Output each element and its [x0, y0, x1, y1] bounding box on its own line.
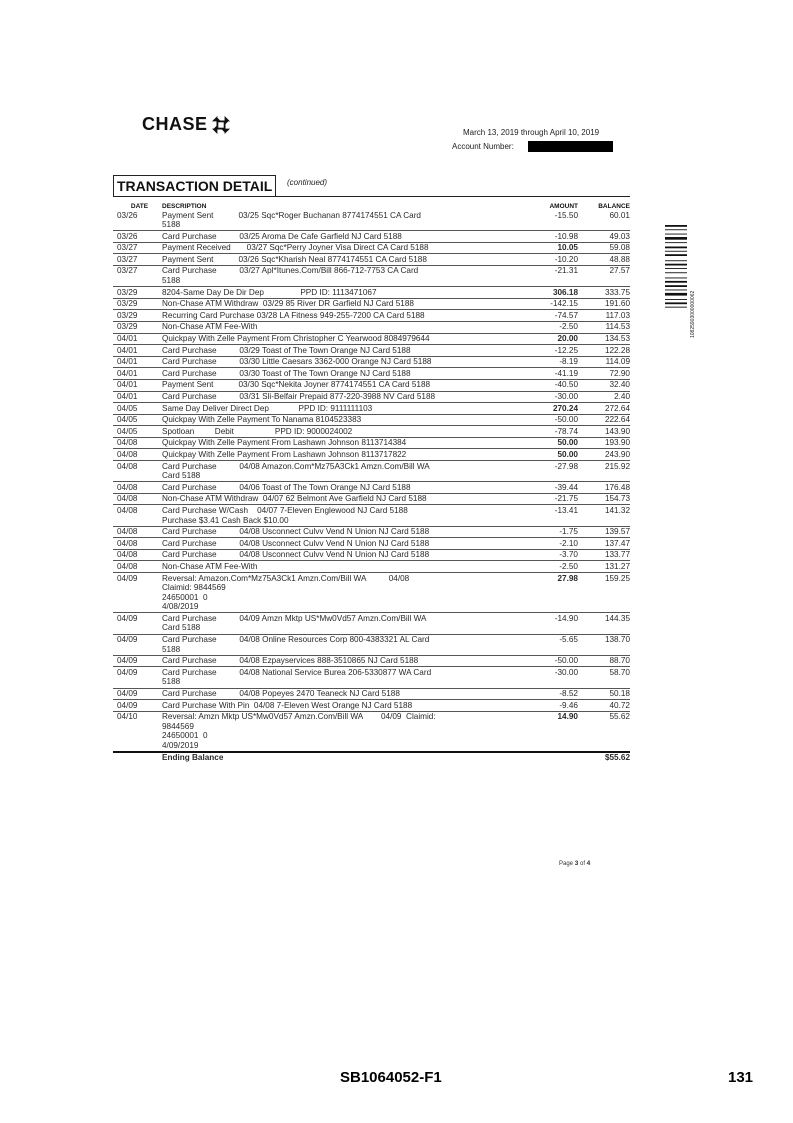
transaction-date: 03/29	[117, 310, 138, 320]
transaction-description: Non-Chase ATM Fee-With	[162, 322, 258, 332]
ending-balance-value: $55.62	[604, 753, 630, 763]
transaction-amount: 14.90	[557, 712, 578, 722]
transaction-balance: 88.70	[609, 656, 630, 666]
transaction-description: Card Purchase 03/30 Toast of The Town Orange NJ Card 5188	[162, 368, 411, 378]
table-row	[113, 526, 630, 538]
transaction-amount: -10.20	[554, 254, 578, 264]
table-row	[113, 230, 630, 242]
transaction-amount: -30.00	[554, 667, 578, 677]
barcode-text: 10825903000000062	[690, 290, 696, 338]
barcode-bar	[665, 234, 687, 235]
transaction-date: 04/08	[117, 461, 138, 471]
transaction-balance: 138.70	[604, 635, 630, 645]
ending-balance-label: Ending Balance	[162, 753, 224, 763]
transaction-balance: 40.72	[609, 700, 630, 710]
transaction-balance: 122.28	[604, 345, 630, 355]
table-row	[113, 699, 630, 711]
transaction-description: 8204-Same Day De Dir Dep PPD ID: 1113471067	[162, 287, 377, 297]
account-number-label: Account Number:	[452, 142, 514, 151]
page-number	[559, 860, 590, 867]
transaction-balance: 143.90	[604, 426, 630, 436]
transaction-amount: -12.25	[554, 345, 578, 355]
table-row	[113, 425, 630, 437]
table-row	[113, 414, 630, 426]
transaction-date: 04/08	[117, 561, 138, 571]
account-number-row	[452, 141, 613, 152]
transaction-amount: -142.15	[550, 299, 578, 309]
chase-octagon-icon	[212, 116, 230, 134]
transaction-balance: 114.09	[605, 357, 630, 367]
table-row	[113, 481, 630, 493]
table-header	[113, 201, 630, 210]
header-amount: AMOUNT	[549, 203, 578, 210]
transaction-description: Non-Chase ATM Withdraw 03/29 85 River DR Garfield NJ Card 5188	[162, 299, 414, 309]
transaction-amount: -21.75	[554, 494, 578, 504]
transaction-description: Quickpay With Zelle Payment From Lashawn Johnson 8113714384	[162, 438, 407, 448]
table-row	[113, 448, 630, 460]
continued-label: (continued)	[287, 178, 328, 187]
transaction-description: Payment Sent 03/26 Sqc*Kharish Neal 8774174551 CA Card 5188	[162, 254, 427, 264]
barcode-bar	[665, 293, 687, 296]
transaction-description: Card Purchase 04/08 National Service Burea 206-5330877 WA Card 5188	[162, 667, 432, 687]
transaction-description: Card Purchase 04/08 Online Resources Corp 800-4383321 AL Card 5188	[162, 635, 430, 654]
table-row	[113, 309, 630, 321]
transaction-balance: 176.48	[604, 482, 630, 492]
transaction-date: 04/09	[117, 700, 138, 710]
transaction-date: 04/08	[117, 482, 138, 492]
table-row	[113, 711, 630, 751]
table-row	[113, 572, 630, 612]
transaction-balance: 48.88	[609, 254, 630, 264]
transaction-description: Card Purchase 04/06 Toast of The Town Orange NJ Card 5188	[162, 482, 411, 492]
transaction-balance: 333.75	[604, 287, 630, 297]
table-row	[113, 253, 630, 265]
table-row	[113, 688, 630, 700]
table-row	[113, 549, 630, 561]
transaction-balance: 144.35	[604, 613, 630, 623]
section-rule	[113, 196, 630, 197]
table-row	[113, 356, 630, 368]
transaction-date: 03/26	[117, 210, 138, 220]
transaction-balance: 159.25	[604, 573, 630, 583]
transaction-description: Card Purchase 04/08 Amazon.Com*Mz75A3Ck1 Amzn.Com/Bill WA Card 5188	[162, 461, 430, 481]
transaction-amount: 306.18	[552, 287, 578, 297]
table-row	[113, 537, 630, 549]
transaction-amount: 50.00	[557, 449, 578, 459]
barcode-bar	[665, 247, 687, 249]
footer-code: SB1064052-F1	[340, 1069, 442, 1086]
transaction-date: 04/08	[117, 550, 138, 560]
ending-balance-row	[113, 751, 630, 763]
transaction-description: Card Purchase 04/09 Amzn Mktp US*Mw0Vd57 Amzn.Com/Bill WA Card 5188	[162, 613, 427, 633]
table-row	[113, 298, 630, 310]
transaction-date: 04/08	[117, 438, 138, 448]
barcode-bar	[665, 272, 687, 273]
transaction-table	[113, 201, 630, 763]
transaction-description: Spotloan Debit PPD ID: 9000024002	[162, 426, 353, 436]
transaction-description: Reversal: Amazon.Com*Mz75A3Ck1 Amzn.Com/Bill WA 04/08 Claimid: 9844569 24650001 0 4/08/2019	[162, 573, 410, 612]
transaction-date: 04/09	[117, 635, 138, 645]
transaction-balance: 133.77	[604, 550, 630, 560]
table-row	[113, 321, 630, 333]
transaction-date: 04/09	[117, 573, 138, 583]
statement-period: March 13, 2019 through April 10, 2019	[463, 128, 600, 137]
header-balance: BALANCE	[598, 203, 630, 210]
transaction-amount: -1.75	[559, 527, 578, 537]
transaction-amount: -50.00	[554, 415, 578, 425]
transaction-description: Card Purchase With Pin 04/08 7-Eleven West Orange NJ Card 5188	[162, 700, 413, 710]
transaction-amount: 270.24	[552, 403, 578, 413]
transaction-amount: -78.74	[554, 426, 578, 436]
table-row	[113, 493, 630, 505]
transaction-balance: 154.73	[604, 494, 630, 504]
transaction-description: Same Day Deliver Direct Dep PPD ID: 9111111103	[162, 403, 373, 413]
transaction-balance: 58.70	[609, 667, 630, 677]
chase-logo	[142, 114, 230, 135]
transaction-date: 03/27	[117, 243, 138, 253]
header-description: DESCRIPTION	[162, 203, 207, 210]
account-number-redaction	[528, 141, 613, 152]
transaction-date: 04/08	[117, 494, 138, 504]
transaction-date: 04/10	[117, 712, 138, 722]
table-body	[113, 210, 630, 751]
transaction-amount: -2.50	[559, 561, 578, 571]
table-row	[113, 210, 630, 230]
barcode-bar	[665, 264, 687, 266]
transaction-amount: -5.65	[559, 635, 578, 645]
transaction-amount: -8.19	[559, 357, 578, 367]
transaction-balance: 50.18	[609, 689, 630, 699]
transaction-description: Card Purchase 04/08 Ezpayservices 888-3510865 NJ Card 5188	[162, 656, 419, 666]
transaction-balance: 131.27	[604, 561, 630, 571]
transaction-balance: 49.03	[609, 231, 630, 241]
transaction-date: 03/26	[117, 231, 138, 241]
barcode-bar	[665, 254, 687, 256]
transaction-balance: 272.64	[604, 403, 630, 413]
barcode-bar	[665, 268, 687, 269]
transaction-date: 04/08	[117, 505, 138, 515]
transaction-amount: -41.19	[554, 368, 578, 378]
transaction-description: Card Purchase 03/25 Aroma De Cafe Garfield NJ Card 5188	[162, 231, 402, 241]
transaction-description: Quickpay With Zelle Payment From Christopher C Yearwood 8084979644	[162, 334, 430, 344]
transaction-balance: 243.90	[604, 449, 630, 459]
transaction-balance: 72.90	[609, 368, 630, 378]
page-current: 3	[574, 860, 579, 867]
transaction-description: Card Purchase 04/08 Popeyes 2470 Teaneck NJ Card 5188	[162, 689, 400, 699]
barcode-bar	[665, 242, 687, 243]
transaction-date: 03/29	[117, 299, 138, 309]
transaction-date: 04/01	[117, 380, 138, 390]
barcode	[665, 225, 695, 340]
transaction-date: 03/29	[117, 287, 138, 297]
table-row	[113, 367, 630, 379]
transaction-date: 04/01	[117, 334, 138, 344]
transaction-date: 04/01	[117, 368, 138, 378]
barcode-bar	[665, 290, 687, 291]
table-row	[113, 286, 630, 298]
transaction-description: Payment Sent 03/30 Sqc*Nekita Joyner 8774174551 CA Card 5188	[162, 380, 431, 390]
table-row	[113, 402, 630, 414]
barcode-bar	[665, 299, 687, 300]
barcode-bar	[665, 285, 687, 287]
transaction-amount: -15.50	[554, 210, 578, 220]
transaction-date: 04/08	[117, 527, 138, 537]
page-total: 4	[586, 860, 591, 867]
transaction-date: 03/27	[117, 266, 138, 276]
transaction-amount: -2.10	[559, 538, 578, 548]
transaction-amount: 27.98	[557, 573, 578, 583]
table-row	[113, 560, 630, 572]
transaction-description: Quickpay With Zelle Payment To Nanama 8104523383	[162, 415, 362, 425]
transaction-amount: -14.90	[554, 613, 578, 623]
table-row	[113, 460, 630, 481]
transaction-amount: -40.50	[554, 380, 578, 390]
transaction-date: 03/27	[117, 254, 138, 264]
transaction-description: Quickpay With Zelle Payment From Lashawn Johnson 8113717822	[162, 449, 407, 459]
barcode-bar	[665, 302, 687, 304]
transaction-balance: 27.57	[609, 266, 630, 276]
transaction-balance: 55.62	[609, 712, 630, 722]
transaction-date: 04/01	[117, 345, 138, 355]
transaction-balance: 139.57	[604, 527, 630, 537]
transaction-amount: 50.00	[557, 438, 578, 448]
logo-text: CHASE	[142, 114, 208, 134]
transaction-balance: 117.03	[605, 310, 630, 320]
transaction-amount: -8.52	[559, 689, 578, 699]
transaction-date: 04/01	[117, 392, 138, 401]
transaction-date: 03/29	[117, 322, 138, 332]
transaction-amount: -10.98	[554, 231, 578, 241]
transaction-amount: -74.57	[554, 310, 578, 320]
table-row	[113, 265, 630, 286]
table-row	[113, 612, 630, 633]
transaction-balance: 222.64	[604, 415, 630, 425]
transaction-date: 04/09	[117, 613, 138, 623]
table-row	[113, 666, 630, 687]
transaction-amount: -39.44	[554, 482, 578, 492]
table-row	[113, 504, 630, 525]
barcode-bar	[665, 225, 687, 227]
barcode-bar	[665, 278, 687, 279]
transaction-balance: 60.01	[609, 210, 630, 220]
transaction-amount: 20.00	[557, 334, 578, 344]
table-row	[113, 634, 630, 655]
section-title: TRANSACTION DETAIL	[113, 175, 276, 197]
transaction-date: 04/01	[117, 357, 138, 367]
transaction-description: Card Purchase 03/27 Apl*Itunes.Com/Bill 866-712-7753 CA Card 5188	[162, 266, 419, 286]
transaction-description: Card Purchase 03/29 Toast of The Town Orange NJ Card 5188	[162, 345, 411, 355]
transaction-description: Card Purchase 03/30 Little Caesars 3362-000 Orange NJ Card 5188	[162, 357, 432, 367]
transaction-amount: -9.46	[559, 700, 578, 710]
transaction-description: Card Purchase 04/08 Usconnect Culvv Vend N Union NJ Card 5188	[162, 527, 430, 537]
transaction-description: Card Purchase W/Cash 04/07 7-Eleven Englewood NJ Card 5188 Purchase $3.41 Cash Back $10.00	[162, 505, 408, 525]
footer-number: 131	[728, 1069, 754, 1086]
transaction-date: 04/09	[117, 667, 138, 677]
transaction-description: Non-Chase ATM Fee-With	[162, 561, 258, 571]
transaction-amount: -27.98	[554, 461, 578, 471]
barcode-bar	[665, 229, 687, 230]
transaction-date: 04/09	[117, 689, 138, 699]
transaction-description: Card Purchase 04/08 Usconnect Culvv Vend N Union NJ Card 5188	[162, 538, 430, 548]
transaction-balance: 59.08	[609, 243, 630, 253]
page-of: of	[579, 861, 585, 867]
transaction-balance: 141.32	[604, 505, 630, 515]
transaction-date: 04/05	[117, 415, 138, 425]
transaction-description: Recurring Card Purchase 03/28 LA Fitness 949-255-7200 CA Card 5188	[162, 310, 425, 320]
table-row	[113, 391, 630, 403]
transaction-date: 04/08	[117, 449, 138, 459]
transaction-balance: 193.90	[604, 438, 630, 448]
transaction-amount: -13.41	[554, 505, 578, 515]
barcode-bar	[665, 237, 687, 240]
transaction-balance: 114.53	[605, 322, 630, 332]
transaction-amount: -3.70	[559, 550, 578, 560]
transaction-amount: -30.00	[554, 392, 578, 401]
table-row	[113, 379, 630, 391]
barcode-bar	[665, 251, 687, 252]
transaction-description: Non-Chase ATM Withdraw 04/07 62 Belmont Ave Garfield NJ Card 5188	[162, 494, 427, 504]
transaction-date: 04/05	[117, 403, 138, 413]
transaction-balance: 215.92	[604, 461, 630, 471]
barcode-bar	[665, 260, 687, 261]
transaction-amount: -2.50	[559, 322, 578, 332]
transaction-description: Card Purchase 04/08 Usconnect Culvv Vend N Union NJ Card 5188	[162, 550, 430, 560]
transaction-date: 04/08	[117, 538, 138, 548]
transaction-balance: 2.40	[614, 392, 630, 401]
table-row	[113, 333, 630, 345]
table-row	[113, 344, 630, 356]
barcode-bar	[665, 307, 687, 308]
page-prefix: Page	[559, 861, 574, 867]
transaction-description: Payment Sent 03/25 Sqc*Roger Buchanan 8774174551 CA Card 5188	[162, 210, 421, 230]
transaction-date: 04/09	[117, 656, 138, 666]
barcode-bar	[665, 281, 687, 283]
transaction-date: 04/05	[117, 426, 138, 436]
transaction-description: Reversal: Amzn Mktp US*Mw0Vd57 Amzn.Com/Bill WA 04/09 Claimid: 9844569 24650001 0 4/09/2019	[162, 712, 436, 750]
transaction-balance: 32.40	[609, 380, 630, 390]
table-row	[113, 242, 630, 254]
table-row	[113, 437, 630, 449]
transaction-balance: 134.53	[604, 334, 630, 344]
header-date: DATE	[130, 203, 149, 210]
table-row	[113, 655, 630, 667]
transaction-description: Payment Received 03/27 Sqc*Perry Joyner Visa Direct CA Card 5188	[162, 243, 429, 253]
transaction-amount: -50.00	[554, 656, 578, 666]
transaction-description: Card Purchase 03/31 Sli-Belfair Prepaid 877-220-3988 NV Card 5188	[162, 392, 436, 401]
transaction-balance: 137.47	[604, 538, 630, 548]
transaction-amount: 10.05	[557, 243, 578, 253]
transaction-amount: -21.31	[554, 266, 578, 276]
transaction-balance: 191.60	[604, 299, 630, 309]
